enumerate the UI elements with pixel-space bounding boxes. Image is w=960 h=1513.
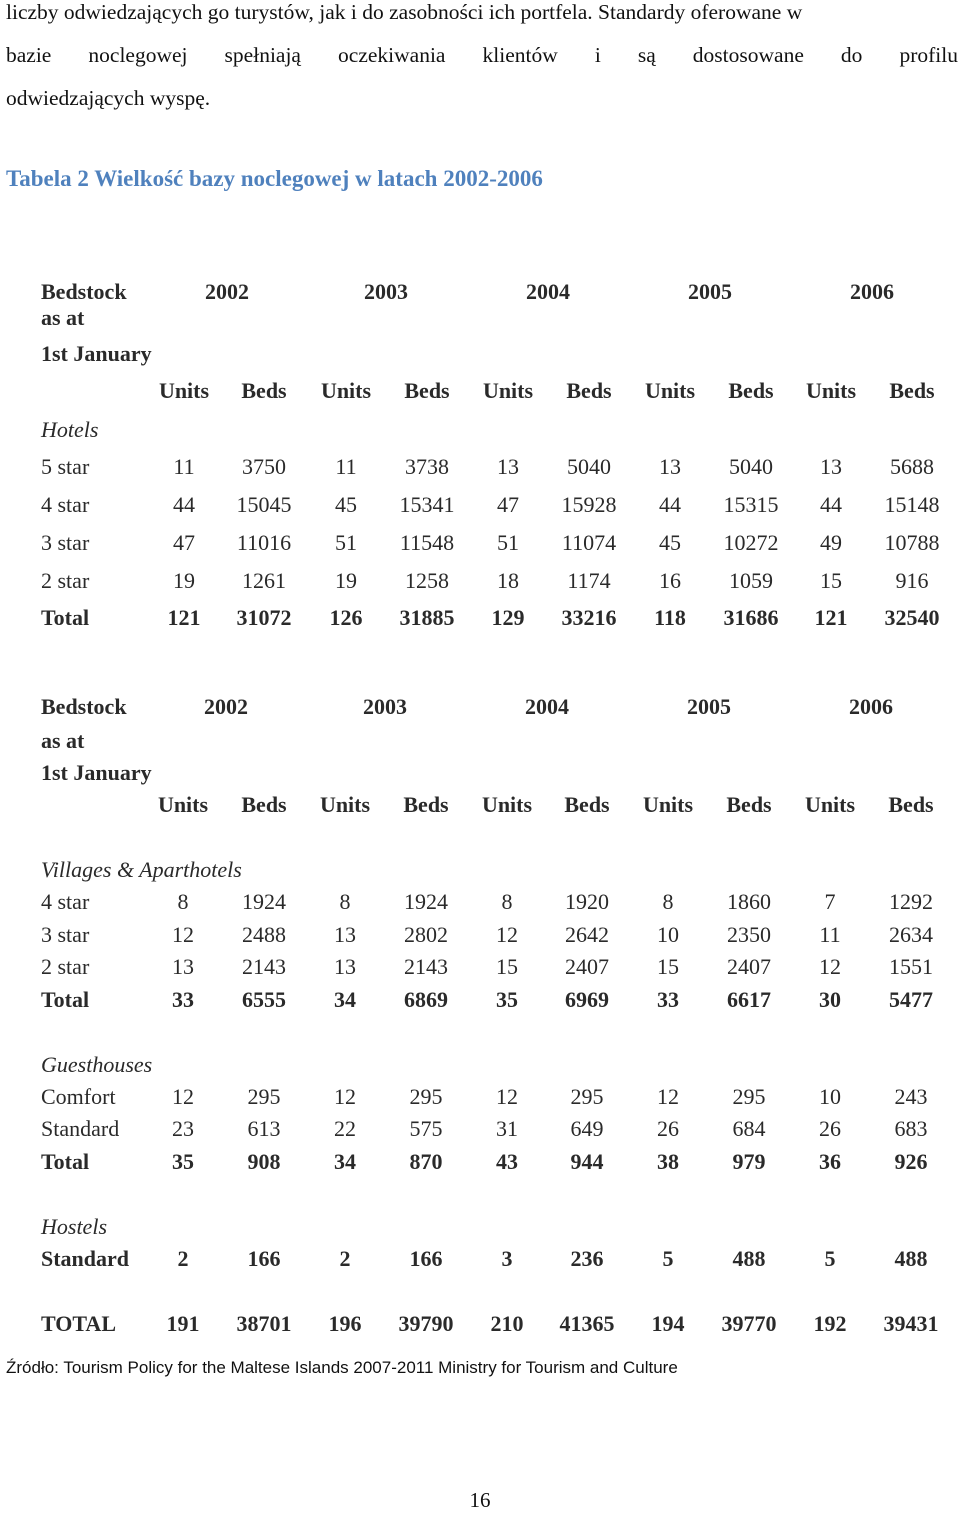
table-cell: 15928 <box>561 492 617 517</box>
table-cell: 32540 <box>884 605 940 630</box>
body-paragraph <box>6 0 958 120</box>
table2-year-2002: 2002 <box>204 694 248 719</box>
table-cell: 488 <box>894 1246 928 1271</box>
table-cell: 11 <box>335 454 357 479</box>
units-column-header: Units <box>482 378 534 403</box>
table-cell: 8 <box>339 889 351 914</box>
table-cell: 35 <box>496 987 518 1012</box>
table-cell: 44 <box>659 492 681 517</box>
table2-year-2005: 2005 <box>687 694 731 719</box>
table-cell: 8 <box>177 889 189 914</box>
table-cell: 51 <box>335 530 357 555</box>
table-cell: 26 <box>657 1116 679 1141</box>
table-cell: 47 <box>497 492 519 517</box>
grand-total-cell: 196 <box>328 1311 362 1336</box>
table-cell: 2143 <box>242 954 286 979</box>
table-cell: 13 <box>172 954 194 979</box>
table-cell: 166 <box>409 1246 443 1271</box>
table-cell: 6969 <box>565 987 609 1012</box>
paragraph-line-1: liczby odwiedzających go turystów, jak i do zasobności ich portfela. Standardy oferowane w <box>6 0 803 24</box>
row-label: Standard <box>41 1116 120 1141</box>
table-cell: 10788 <box>884 530 940 555</box>
table-cell: 13 <box>497 454 519 479</box>
source-note: Źródło: Tourism Policy for the Maltese Islands 2007-2011 Ministry for Tourism and Culture <box>6 1358 678 1377</box>
table-cell: 295 <box>247 1084 281 1109</box>
table-cell: 45 <box>659 530 681 555</box>
units-column-header: Units <box>644 378 696 403</box>
table1-year-2004: 2004 <box>526 279 570 304</box>
table-cell: 1174 <box>567 568 611 593</box>
table2-header-date: 1st January <box>41 760 152 785</box>
row-label: Standard <box>41 1246 130 1271</box>
beds-column-header: Beds <box>403 792 449 817</box>
row-label: Total <box>41 1149 90 1174</box>
grand-total-cell: 194 <box>651 1311 685 1336</box>
units-column-header: Units <box>804 792 856 817</box>
table-cell: 34 <box>334 1149 356 1174</box>
table-cell: 34 <box>334 987 356 1012</box>
table-cell: 33216 <box>561 605 617 630</box>
table-cell: 1551 <box>889 954 933 979</box>
table-cell: 1920 <box>565 889 609 914</box>
table-cell: 13 <box>659 454 681 479</box>
table-cell: 15 <box>496 954 518 979</box>
table-cell: 166 <box>247 1246 281 1271</box>
table-cell: 44 <box>820 492 842 517</box>
table-cell: 35 <box>172 1149 194 1174</box>
section-title: Hostels <box>41 1214 107 1239</box>
table-cell: 12 <box>496 922 518 947</box>
page-number: 16 <box>469 1488 491 1512</box>
table2-year-2003: 2003 <box>363 694 407 719</box>
row-label: 4 star <box>41 889 90 914</box>
table-cell: 51 <box>497 530 519 555</box>
table-cell: 5 <box>824 1246 836 1271</box>
table-cell: 2802 <box>404 922 448 947</box>
table1-section-hotels: Hotels <box>41 417 99 442</box>
table-cell: 13 <box>334 922 356 947</box>
table-cell: 916 <box>895 568 929 593</box>
table-cell: 3750 <box>242 454 286 479</box>
table-cell: 31686 <box>723 605 779 630</box>
table-cell: 23 <box>172 1116 194 1141</box>
table-cell: 683 <box>894 1116 928 1141</box>
table-cell: 10272 <box>723 530 779 555</box>
section-title: Guesthouses <box>41 1052 153 1077</box>
grand-total-cell: 39770 <box>721 1311 777 1336</box>
section-title: Villages & Aparthotels <box>41 857 242 882</box>
table-cell: 2 <box>339 1246 351 1271</box>
table-cell: 11 <box>819 922 841 947</box>
table-cell: 649 <box>570 1116 604 1141</box>
row-label: 4 star <box>41 492 90 517</box>
row-label: 2 star <box>41 954 90 979</box>
table-cell: 22 <box>334 1116 356 1141</box>
grand-total-label: TOTAL <box>41 1311 116 1336</box>
table-cell: 870 <box>409 1149 443 1174</box>
table-cell: 45 <box>335 492 357 517</box>
row-label: 5 star <box>41 454 90 479</box>
table-cell: 11074 <box>561 530 617 555</box>
table-cell: 126 <box>329 605 363 630</box>
table-cell: 2407 <box>727 954 771 979</box>
table-cell: 12 <box>496 1084 518 1109</box>
row-label: Comfort <box>41 1084 116 1109</box>
row-label: Total <box>41 605 90 630</box>
table-cell: 33 <box>172 987 194 1012</box>
beds-column-header: Beds <box>404 378 450 403</box>
table-cell: 13 <box>334 954 356 979</box>
table-cell: 121 <box>167 605 201 630</box>
table-cell: 15 <box>820 568 842 593</box>
table-cell: 19 <box>173 568 195 593</box>
table-cell: 1860 <box>727 889 771 914</box>
table-cell: 3738 <box>405 454 449 479</box>
table-cell: 47 <box>173 530 195 555</box>
grand-total-cell: 39790 <box>398 1311 454 1336</box>
table-cell: 944 <box>570 1149 604 1174</box>
table1-year-2006: 2006 <box>850 279 894 304</box>
table-cell: 18 <box>497 568 519 593</box>
table-cell: 12 <box>172 1084 194 1109</box>
table-cell: 10 <box>819 1084 841 1109</box>
table1-header-date: 1st January <box>41 341 152 366</box>
grand-total-cell: 191 <box>166 1311 200 1336</box>
table-cell: 1924 <box>242 889 286 914</box>
table-cell: 3 <box>501 1246 513 1271</box>
table-cell: 36 <box>819 1149 841 1174</box>
table-cell: 31885 <box>399 605 455 630</box>
table-cell: 2407 <box>565 954 609 979</box>
units-column-header: Units <box>481 792 533 817</box>
beds-column-header: Beds <box>889 378 935 403</box>
table-cell: 2350 <box>727 922 771 947</box>
table-cell: 295 <box>409 1084 443 1109</box>
table-cell: 5040 <box>567 454 611 479</box>
table-cell: 10 <box>657 922 679 947</box>
table1-year-2005: 2005 <box>688 279 732 304</box>
row-label: 2 star <box>41 568 90 593</box>
table-cell: 31072 <box>236 605 292 630</box>
units-column-header: Units <box>158 378 210 403</box>
beds-column-header: Beds <box>241 792 287 817</box>
table-cell: 15315 <box>723 492 779 517</box>
table-cell: 121 <box>814 605 848 630</box>
paragraph-line-2: bazie noclegowej spełniają oczekiwania klientów i są dostosowane do profilu <box>6 43 958 67</box>
table-caption: Tabela 2 Wielkość bazy noclegowej w latach 2002-2006 <box>6 166 543 191</box>
table-cell: 8 <box>501 889 513 914</box>
table-cell: 926 <box>894 1149 928 1174</box>
table-cell: 1261 <box>242 568 286 593</box>
table-cell: 44 <box>173 492 195 517</box>
units-column-header: Units <box>805 378 857 403</box>
table-cell: 33 <box>657 987 679 1012</box>
grand-total-cell: 38701 <box>236 1311 292 1336</box>
table1-header-bedstock: Bedstock <box>41 279 127 304</box>
table2-header-bedstock: Bedstock <box>41 694 127 719</box>
grand-total-cell: 210 <box>490 1311 524 1336</box>
table-cell: 12 <box>657 1084 679 1109</box>
table-cell: 1059 <box>729 568 773 593</box>
table2-year-2004: 2004 <box>525 694 569 719</box>
beds-column-header: Beds <box>566 378 612 403</box>
table-cell: 12 <box>334 1084 356 1109</box>
row-label: 3 star <box>41 922 90 947</box>
table-cell: 7 <box>824 889 836 914</box>
grand-total-cell: 192 <box>813 1311 847 1336</box>
table-cell: 295 <box>570 1084 604 1109</box>
table-cell: 5040 <box>729 454 773 479</box>
paragraph-line-3: odwiedzających wyspę. <box>6 86 211 110</box>
table-cell: 12 <box>819 954 841 979</box>
table-cell: 2634 <box>889 922 933 947</box>
table-cell: 2 <box>177 1246 189 1271</box>
table-cell: 129 <box>491 605 525 630</box>
table-cell: 16 <box>659 568 681 593</box>
table-cell: 684 <box>732 1116 766 1141</box>
table1-year-2002: 2002 <box>205 279 249 304</box>
row-label: Total <box>41 987 90 1012</box>
table-cell: 43 <box>496 1149 518 1174</box>
table-cell: 38 <box>657 1149 679 1174</box>
table-cell: 5688 <box>890 454 934 479</box>
table-cell: 236 <box>570 1246 604 1271</box>
table-cell: 8 <box>662 889 674 914</box>
table-cell: 2642 <box>565 922 609 947</box>
grand-total-cell: 39431 <box>883 1311 939 1336</box>
units-column-header: Units <box>319 792 371 817</box>
table-cell: 26 <box>819 1116 841 1141</box>
table-cell: 295 <box>732 1084 766 1109</box>
table-cell: 30 <box>819 987 841 1012</box>
table-cell: 1258 <box>405 568 449 593</box>
beds-column-header: Beds <box>726 792 772 817</box>
table-cell: 575 <box>409 1116 443 1141</box>
table1-header-as-at: as at <box>41 305 85 330</box>
table-cell: 15 <box>657 954 679 979</box>
table-cell: 6869 <box>404 987 448 1012</box>
table-cell: 613 <box>247 1116 281 1141</box>
table-cell: 5477 <box>889 987 933 1012</box>
table-cell: 19 <box>335 568 357 593</box>
table-cell: 488 <box>732 1246 766 1271</box>
table-cell: 11 <box>173 454 195 479</box>
table-cell: 2488 <box>242 922 286 947</box>
table-cell: 908 <box>247 1149 281 1174</box>
table-cell: 31 <box>496 1116 518 1141</box>
table-cell: 12 <box>172 922 194 947</box>
table-cell: 11548 <box>399 530 455 555</box>
table-cell: 6555 <box>242 987 286 1012</box>
grand-total-cell: 41365 <box>559 1311 615 1336</box>
units-column-header: Units <box>157 792 209 817</box>
table-cell: 979 <box>732 1149 766 1174</box>
beds-column-header: Beds <box>241 378 287 403</box>
table-cell: 6617 <box>727 987 771 1012</box>
beds-column-header: Beds <box>564 792 610 817</box>
table-cell: 5 <box>662 1246 674 1271</box>
table-cell: 49 <box>820 530 842 555</box>
table-cell: 1292 <box>889 889 933 914</box>
beds-column-header: Beds <box>888 792 934 817</box>
table-cell: 243 <box>894 1084 928 1109</box>
table2-header-as-at: as at <box>41 728 85 753</box>
table2-year-2006: 2006 <box>849 694 893 719</box>
table-cell: 1924 <box>404 889 448 914</box>
table1-year-2003: 2003 <box>364 279 408 304</box>
beds-column-header: Beds <box>728 378 774 403</box>
table-cell: 11016 <box>236 530 292 555</box>
table-cell: 13 <box>820 454 842 479</box>
table-cell: 118 <box>654 605 686 630</box>
row-label: 3 star <box>41 530 90 555</box>
table-cell: 15045 <box>236 492 292 517</box>
units-column-header: Units <box>320 378 372 403</box>
table-cell: 15341 <box>399 492 455 517</box>
table-cell: 15148 <box>884 492 940 517</box>
table-cell: 2143 <box>404 954 448 979</box>
units-column-header: Units <box>642 792 694 817</box>
